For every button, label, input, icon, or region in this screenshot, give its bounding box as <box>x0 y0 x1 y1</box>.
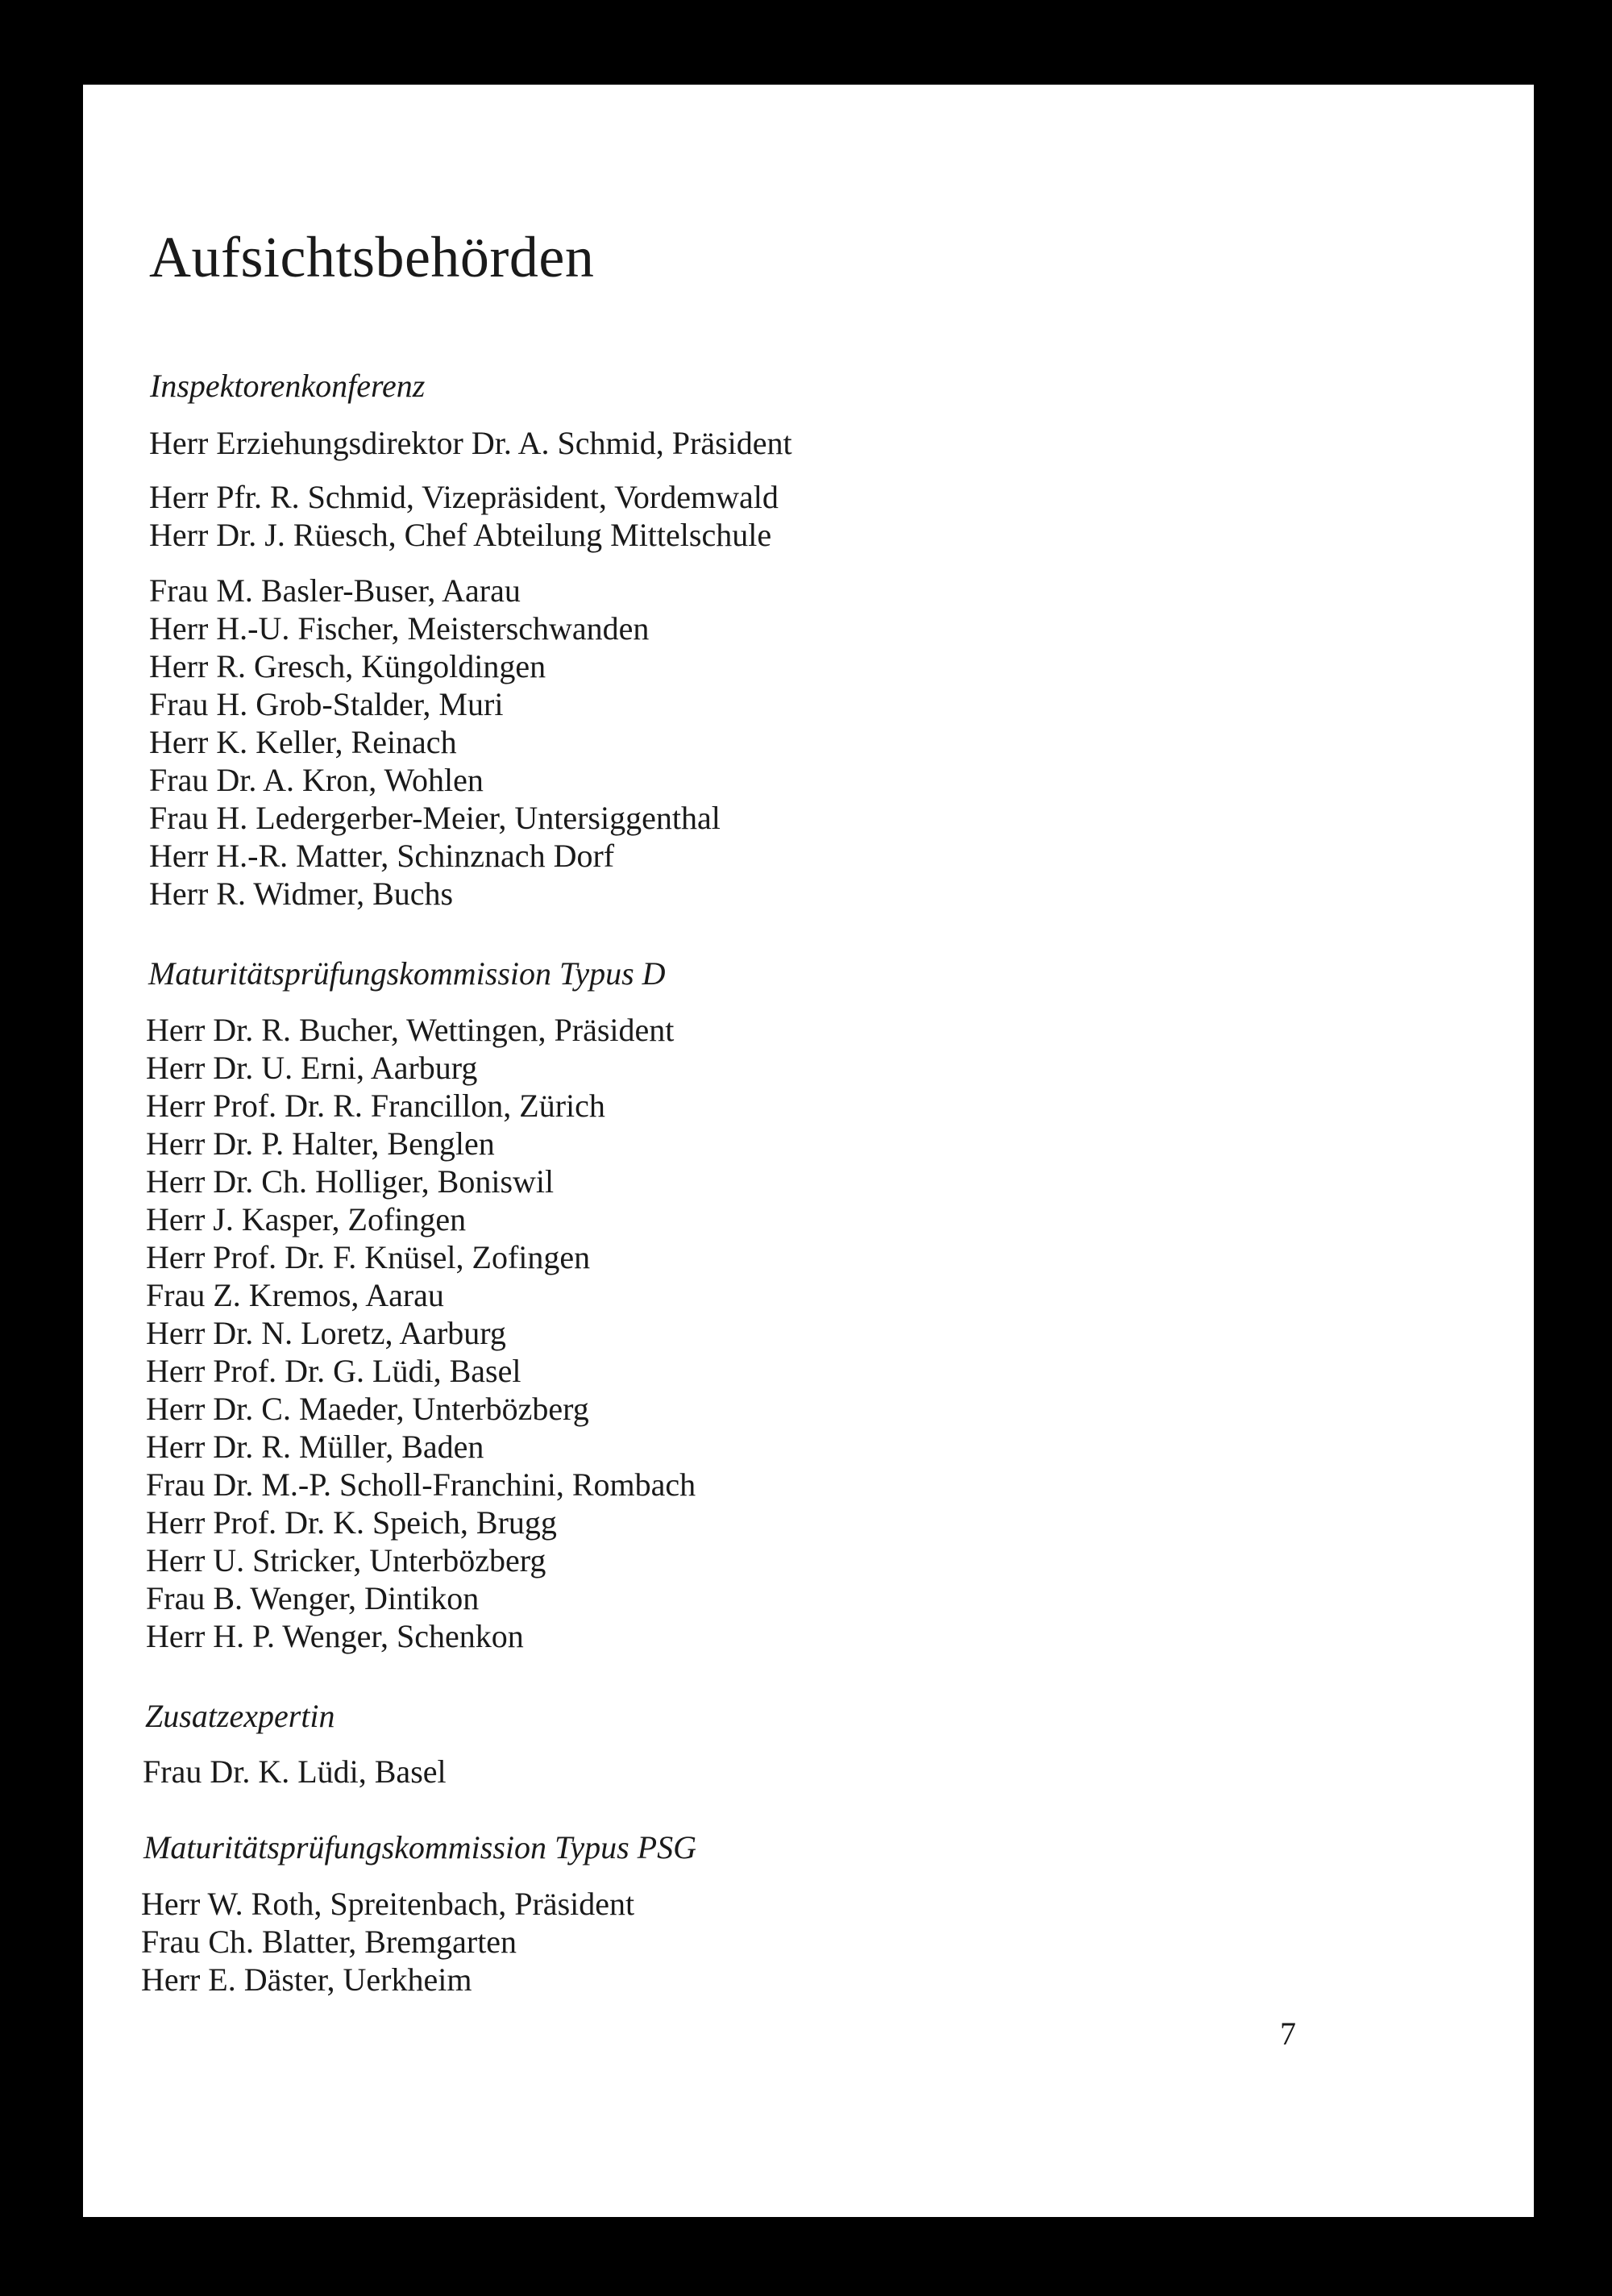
member-line: Frau B. Wenger, Dintikon <box>146 1580 480 1616</box>
member-line: Herr E. Däster, Uerkheim <box>141 1961 472 1998</box>
member-line: Herr R. Gresch, Küngoldingen <box>149 648 546 684</box>
member-line: Herr Prof. Dr. F. Knüsel, Zofingen <box>146 1239 591 1275</box>
member-line: Herr R. Widmer, Buchs <box>149 876 454 912</box>
member-line: Herr U. Stricker, Unterbözberg <box>146 1542 546 1578</box>
member-line: Herr H.-U. Fischer, Meisterschwanden <box>149 610 650 647</box>
member-line: Herr H.-R. Matter, Schinznach Dorf <box>149 838 615 874</box>
section-heading-inspektorenkonferenz: Inspektorenkonferenz <box>150 368 426 404</box>
section-heading-typus-psg: Maturitätsprüfungskommission Typus PSG <box>143 1829 696 1866</box>
member-line: Herr Pfr. R. Schmid, Vizepräsident, Vordemwald <box>149 479 779 515</box>
member-line: Herr Dr. J. Rüesch, Chef Abteilung Mittelschule <box>149 517 772 553</box>
page-number: 7 <box>1280 2015 1296 2052</box>
member-line: Herr K. Keller, Reinach <box>149 724 457 760</box>
member-line: Herr Prof. Dr. K. Speich, Brugg <box>146 1504 557 1541</box>
member-line: Herr H. P. Wenger, Schenkon <box>146 1618 524 1654</box>
member-line: Frau Dr. M.-P. Scholl-Franchini, Rombach <box>146 1466 696 1503</box>
page-title: Aufsichtsbehörden <box>149 225 595 289</box>
document-page <box>83 85 1534 2217</box>
member-line: Frau Ch. Blatter, Bremgarten <box>141 1924 517 1960</box>
member-line: Herr Dr. C. Maeder, Unterbözberg <box>146 1391 589 1427</box>
member-line: Frau Dr. A. Kron, Wohlen <box>149 762 484 798</box>
section-heading-typus-d: Maturitätsprüfungskommission Typus D <box>148 955 666 992</box>
member-line: Herr W. Roth, Spreitenbach, Präsident <box>141 1886 635 1922</box>
member-line: Herr Dr. U. Erni, Aarburg <box>146 1050 478 1086</box>
member-line: Frau M. Basler-Buser, Aarau <box>149 572 521 609</box>
member-line: Herr Prof. Dr. R. Francillon, Zürich <box>146 1088 605 1124</box>
member-line: Frau H. Ledergerber-Meier, Untersiggenthal <box>149 800 721 836</box>
member-line: Frau Z. Kremos, Aarau <box>146 1277 444 1313</box>
member-line: Herr Dr. P. Halter, Benglen <box>146 1125 495 1162</box>
member-line: Herr Prof. Dr. G. Lüdi, Basel <box>146 1353 521 1389</box>
member-line: Frau H. Grob-Stalder, Muri <box>149 686 504 722</box>
member-line: Frau Dr. K. Lüdi, Basel <box>143 1753 447 1790</box>
member-line: Herr Dr. R. Bucher, Wettingen, Präsident <box>146 1012 675 1048</box>
member-line: Herr J. Kasper, Zofingen <box>146 1201 467 1237</box>
member-line: Herr Erziehungsdirektor Dr. A. Schmid, Präsident <box>149 425 792 461</box>
member-line: Herr Dr. R. Müller, Baden <box>146 1429 484 1465</box>
member-line: Herr Dr. N. Loretz, Aarburg <box>146 1315 506 1351</box>
section-heading-zusatzexpertin: Zusatzexpertin <box>145 1698 335 1734</box>
member-line: Herr Dr. Ch. Holliger, Boniswil <box>146 1163 555 1200</box>
